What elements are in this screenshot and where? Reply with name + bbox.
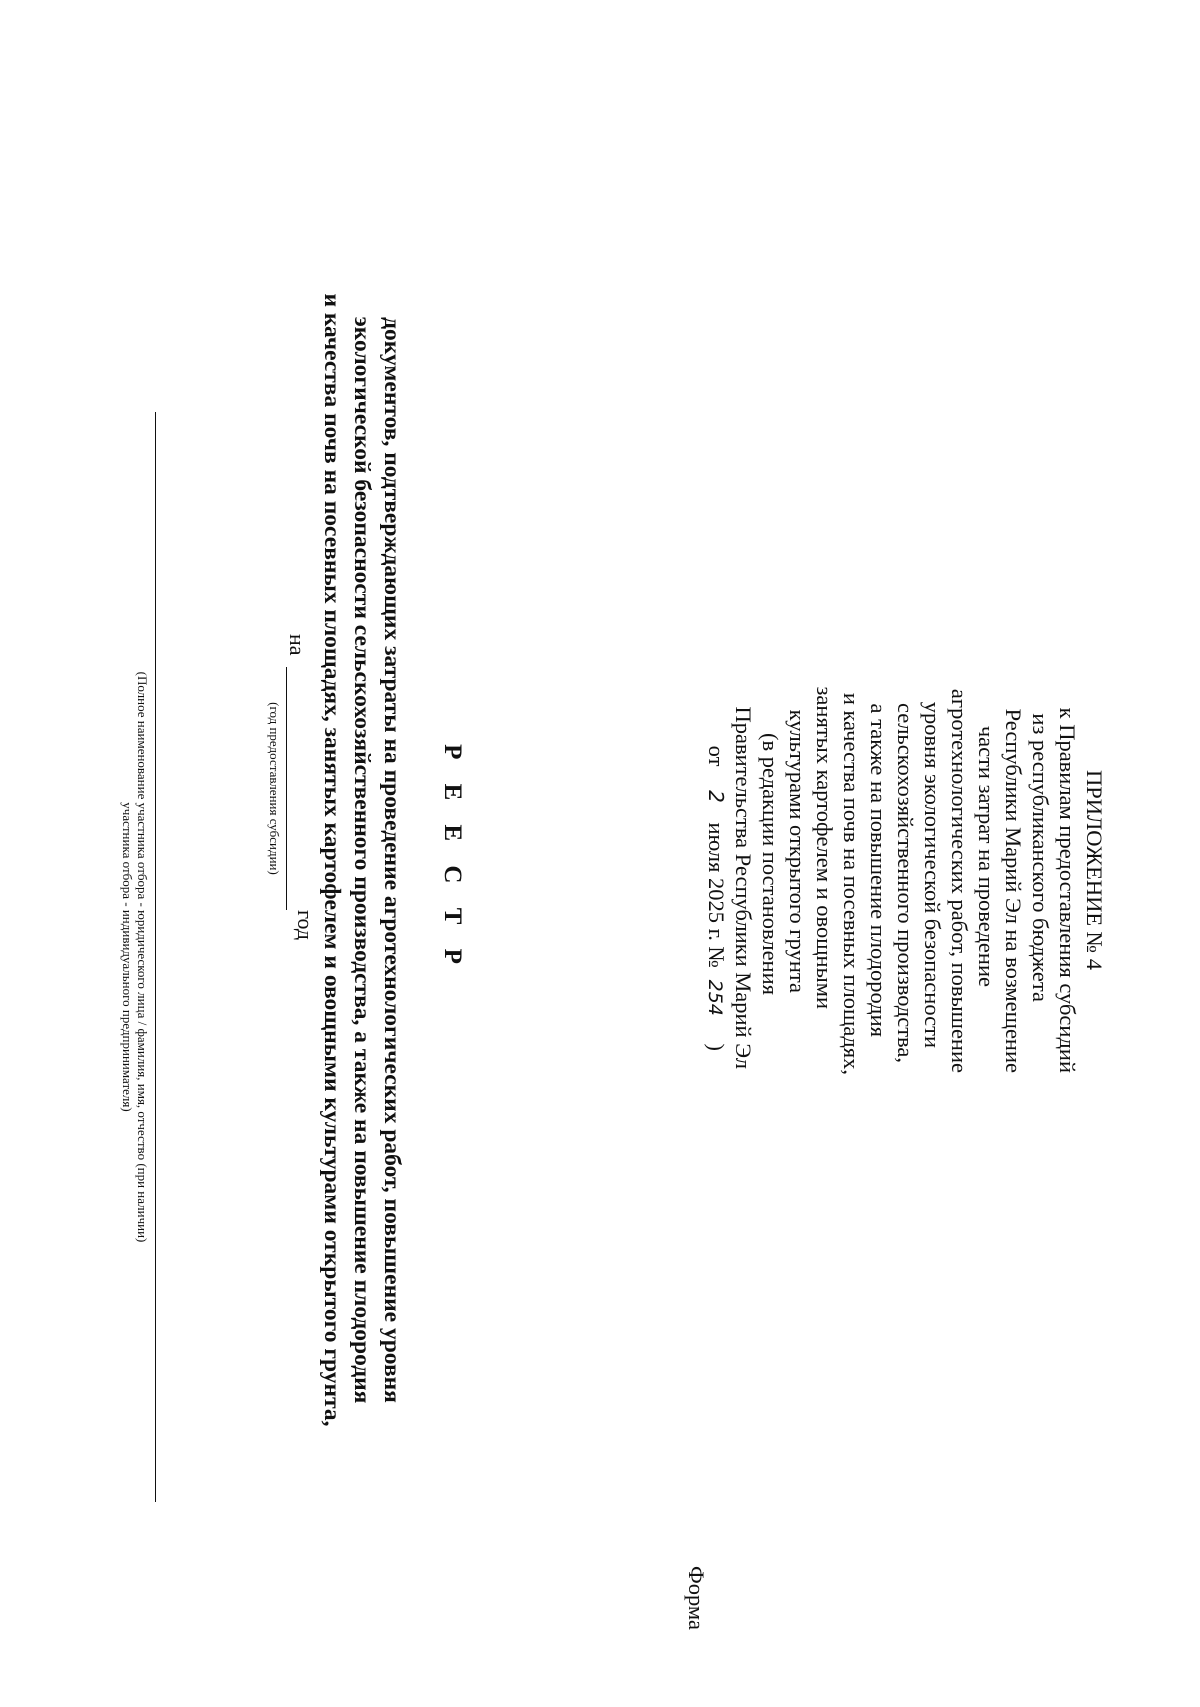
year-blank-line bbox=[286, 667, 287, 910]
registry-subtitle bbox=[317, 60, 407, 1660]
year-suffix: год bbox=[293, 910, 318, 941]
appendix-line: и качества почв на посевных площадях, bbox=[839, 692, 864, 1075]
appendix-line: а также на повышение плодородия bbox=[866, 703, 891, 1037]
appendix-block bbox=[701, 515, 1108, 1075]
appendix-number: ПРИЛОЖЕНИЕ № 4 bbox=[1082, 769, 1107, 971]
appendix-line: части затрат на проведение bbox=[974, 725, 999, 987]
appendix-line: культурами открытого грунта bbox=[785, 709, 810, 993]
participant-blank-line bbox=[155, 412, 156, 1502]
participant-caption-line: участника отбора - индивидуального предпринимателя) bbox=[120, 802, 135, 1112]
form-label: Форма bbox=[684, 1566, 709, 1631]
participant-caption-line: (Полное наименование участника отбора - юридического лица / фамилия, имя, отчество (при наличии) bbox=[135, 671, 150, 1243]
appendix-line: из республиканского бюджета bbox=[1028, 713, 1053, 1002]
year-caption: (год предоставления субсидии) bbox=[267, 702, 282, 875]
appendix-line: к Правилам предоставления субсидий bbox=[1055, 707, 1080, 1073]
appendix-line: Республики Марий Эл на возмещение bbox=[1001, 708, 1026, 1073]
appendix-date-line bbox=[701, 515, 730, 1075]
date-number: 254 bbox=[704, 979, 726, 1016]
date-day: 2 bbox=[704, 790, 728, 803]
date-suffix: ) bbox=[704, 1043, 729, 1051]
subtitle-line: и качества почв на посевных площадях, занятых картофелем и овощными культурами открытого грунта, bbox=[319, 293, 345, 1427]
date-month-year: июля 2025 г. № bbox=[704, 822, 729, 968]
appendix-line: уровня экологической безопасности bbox=[920, 701, 945, 1048]
subtitle-line: документов, подтверждающих затраты на проведение агротехнологических работ, повышение уровня bbox=[379, 317, 405, 1403]
appendix-line: агротехнологических работ, повышение bbox=[947, 688, 972, 1073]
appendix-line: (в редакции постановления bbox=[758, 733, 783, 995]
year-prefix: на bbox=[285, 634, 310, 656]
appendix-line: Правительства Республики Марий Эл bbox=[731, 706, 756, 1069]
appendix-line: сельскохозяйственного производства, bbox=[893, 702, 918, 1063]
date-prefix: от bbox=[704, 745, 729, 767]
participant-caption bbox=[120, 412, 150, 1502]
appendix-line: занятых картофелем и овощными bbox=[812, 686, 837, 1009]
subtitle-line: экологической безопасности сельскохозяйственного производства, а также на повышение плодородия bbox=[349, 316, 375, 1404]
registry-title: Р Е Е С Т Р bbox=[439, 744, 466, 973]
